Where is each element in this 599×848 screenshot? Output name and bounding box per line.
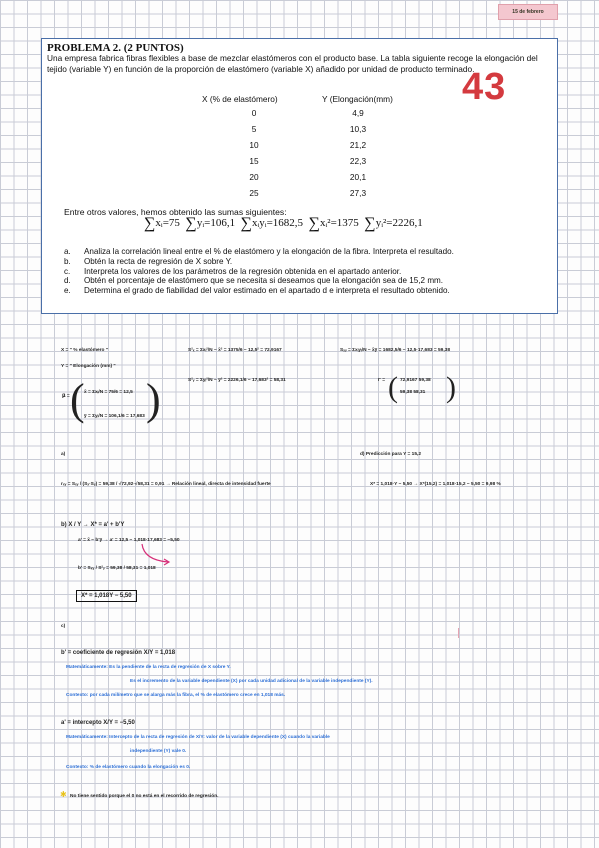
section-b-head: b) X / Y → X* = a' + b'Y bbox=[61, 522, 125, 528]
table-cell: 5 bbox=[251, 124, 257, 134]
table-cell: 0 bbox=[251, 108, 257, 118]
table-cell: 15 bbox=[249, 156, 259, 166]
table-cell: 4,9 bbox=[352, 108, 364, 118]
vector-arrow: μ⃗ = bbox=[62, 394, 70, 399]
left-paren: ( bbox=[70, 375, 85, 424]
note-mean-1: x̄ = Σxᵢ/N = 75/6 = 12,5 bbox=[84, 390, 133, 395]
task-text: Obtén el porcentaje de elastómero que se necesita si deseamos que la elongación sea de 15,2 mm. bbox=[84, 276, 444, 286]
c-final-note: No tiene sentido porque el 0 no está en el recorrido de regresión. bbox=[70, 794, 219, 799]
note-var-x: S²ₓ = Σxᵢ²/N − x̄² = 1375/6 − 12,5² = 72,9167 bbox=[188, 348, 282, 353]
sum-item: xᵢ=75 bbox=[155, 217, 180, 229]
task-item bbox=[64, 257, 554, 267]
sum-item: xᵢyᵢ=1682,5 bbox=[252, 217, 304, 229]
task-letter: c. bbox=[64, 266, 71, 276]
sums-lead-text: Entre otros valores, hemos obtenido las sumas siguientes: bbox=[64, 207, 287, 217]
table-cell: 25 bbox=[249, 188, 259, 198]
sigma-icon: ∑ bbox=[240, 215, 252, 232]
table-cell: 10,3 bbox=[349, 124, 367, 134]
task-list bbox=[64, 247, 554, 296]
note-b-intercept: a' = x̄ − b'ȳ → a' = 12,5 − 1,018·17,683 = −5,50 bbox=[78, 538, 180, 543]
sigma-icon: ∑ bbox=[185, 215, 197, 232]
sum-item: xᵢ²=1375 bbox=[319, 217, 359, 229]
task-text: Determina el grado de fiabilidad del valor estimado en el apartado d e interpreta el resultado obtenido. bbox=[84, 286, 450, 296]
c-intercept-math: Matemáticamente: Intercepto de la recta de regresión de X/Y: valor de la variable dependiente (X) cuando la variable bbox=[66, 735, 330, 740]
note-def-y: Y = " Elongación (mm) " bbox=[61, 364, 116, 369]
task-text: Obtén la recta de regresión de X sobre Y. bbox=[84, 256, 233, 266]
task-item bbox=[64, 267, 554, 277]
section-d-label: d) Predicción para Y = 15,2 bbox=[360, 452, 422, 457]
grade-score: 43 bbox=[462, 66, 507, 108]
sum-item: yᵢ=106,1 bbox=[196, 217, 236, 229]
c-slope-math: Matemáticamente: Es la pendiente de la recta de regresión de X sobre Y. bbox=[66, 665, 231, 670]
task-text: Analiza la correlación lineal entre el % de elastómero y la elongación de la fibra. Interpreta el resultado. bbox=[84, 247, 454, 256]
note-cov: Sₓᵧ = Σxᵢyᵢ/N − x̄ȳ = 1682,5/6 − 12,5·17,683 = 59,38 bbox=[340, 348, 451, 353]
date-tag: 15 de febrero bbox=[498, 4, 558, 20]
task-letter: a. bbox=[64, 247, 71, 256]
sigma-icon: ∑ bbox=[308, 215, 320, 232]
c-intercept-context: Contexto: % de elastómero cuando la elongación es 0. bbox=[66, 765, 191, 770]
section-a-label: a) bbox=[61, 452, 66, 457]
note-b-slope: b' = Sₓᵧ / S²ᵧ = 59,38 / 58,31 = 1,018 bbox=[78, 566, 156, 571]
task-item bbox=[64, 286, 554, 296]
task-text: Interpreta los valores de los parámetros de la regresión obtenida en el apartado anterior. bbox=[84, 266, 402, 276]
c-slope-head: b' = coeficiente de regresión X/Y = 1,018 bbox=[61, 650, 176, 656]
table-cell: 27,3 bbox=[349, 188, 367, 198]
cov-matrix-row: 72,9167 59,38 bbox=[400, 378, 431, 383]
pink-arrow-icon bbox=[140, 542, 172, 566]
table-cell: 10 bbox=[249, 140, 259, 150]
margin-mark bbox=[458, 628, 459, 638]
table-cell: 20,1 bbox=[349, 172, 367, 182]
table-header-x: X (% de elastómero) bbox=[202, 94, 278, 104]
task-letter: e. bbox=[64, 286, 71, 296]
cov-matrix-label: Γ = bbox=[378, 378, 386, 383]
sigma-icon: ∑ bbox=[364, 215, 376, 232]
note-mean-2: ȳ = Σyᵢ/N = 106,1/6 = 17,683 bbox=[84, 414, 145, 419]
problem-intro: Una empresa fabrica fibras flexibles a base de mezclar elastómeros con el producto base. La tabla siguiente recoge la elongación del tejido (variable Y) en función de la proporción de elastómero (variable X) añadido por unidad de producto terminado. bbox=[47, 53, 538, 74]
note-prediction: X* = 1,018·Y − 5,50 → X*(15,2) = 1,018·15,2 − 5,50 = 9,98 % bbox=[370, 482, 501, 487]
problem-title: PROBLEMA 2. (2 PUNTOS) bbox=[47, 42, 184, 54]
task-letter: d. bbox=[64, 276, 71, 286]
c-slope-math-2: Es el incremento de la variable dependiente (X) por cada unidad adicional de la variable independiente (Y). bbox=[130, 679, 373, 684]
task-letter: b. bbox=[64, 256, 71, 266]
table-cell: 21,2 bbox=[349, 140, 367, 150]
task-item bbox=[64, 247, 554, 257]
sums-line bbox=[144, 215, 423, 233]
note-correlation: rₓᵧ = Sₓᵧ / (Sₓ·Sᵧ) = 59,38 / √72,92·√58,31 = 0,91 → Relación lineal, directa de intensidad fuerte bbox=[61, 482, 271, 487]
sigma-icon: ∑ bbox=[144, 215, 156, 232]
highlight-star-icon: ✱ bbox=[60, 790, 67, 799]
c-intercept-head: a' = intercepto X/Y = −5,50 bbox=[61, 720, 135, 726]
table-cell: 22,3 bbox=[349, 156, 367, 166]
table-header-y: Y (Elongación(mm) bbox=[322, 94, 393, 104]
section-c-label: c) bbox=[61, 624, 66, 629]
right-paren: ) bbox=[446, 371, 456, 404]
sum-item: yᵢ²=2226,1 bbox=[375, 217, 423, 229]
c-intercept-math-2: independiente (Y) vale 0. bbox=[130, 749, 187, 754]
cov-matrix-row: 59,38 58,31 bbox=[400, 390, 426, 395]
note-def-x: X = " % elastómero " bbox=[61, 348, 109, 353]
right-paren: ) bbox=[146, 375, 161, 424]
table-cell: 20 bbox=[249, 172, 259, 182]
task-item bbox=[64, 276, 554, 286]
note-var-y: S²ᵧ = Σyᵢ²/N − ȳ² = 2226,1/6 − 17,683² = 58,31 bbox=[188, 378, 286, 383]
c-slope-context: Contexto: por cada milímetro que se alarga más la fibra, el % de elastómero crece en 1,018 más. bbox=[66, 693, 286, 698]
regression-result-box: X* = 1,018Y − 5,50 bbox=[76, 590, 137, 602]
left-paren: ( bbox=[388, 371, 398, 404]
